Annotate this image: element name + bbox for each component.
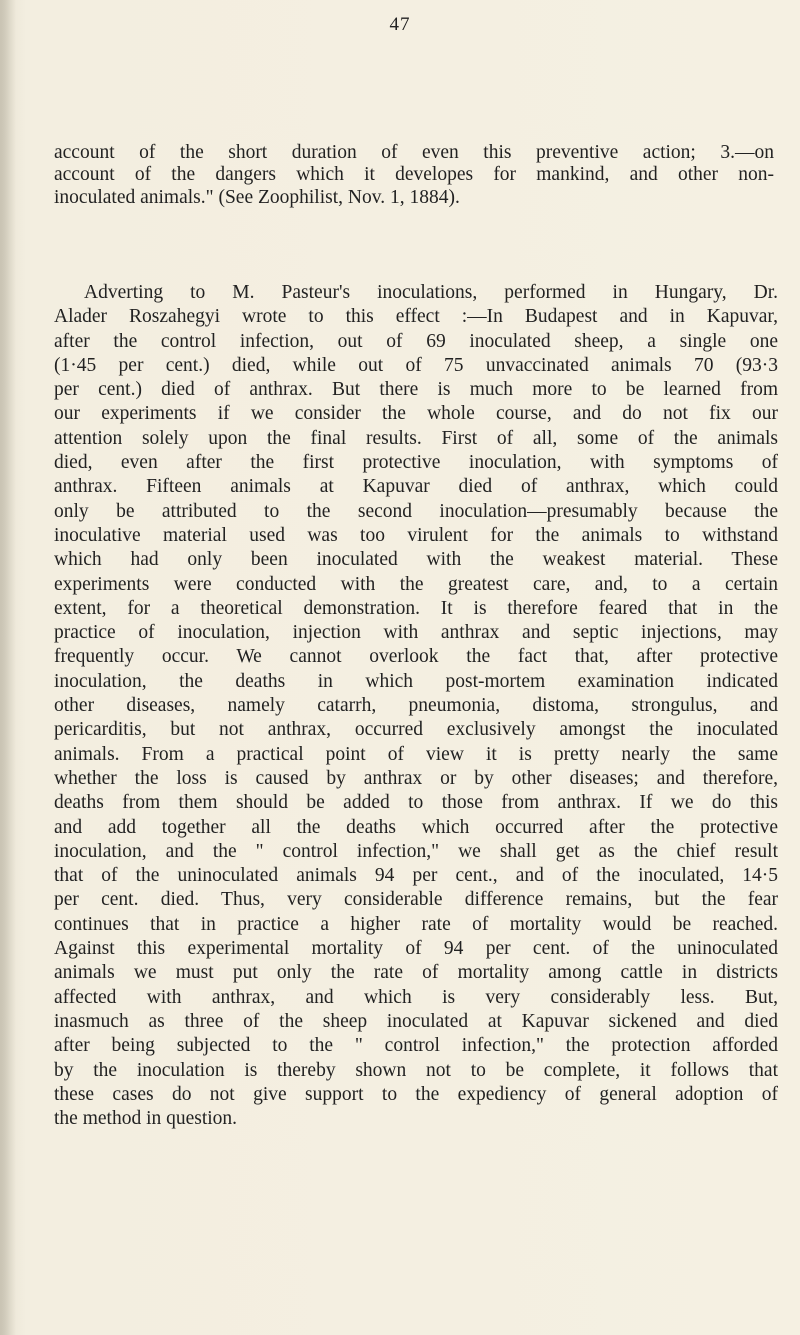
text-line: which had only been inoculated with the weakest material. These [54,549,778,571]
text-line: our experiments if we consider the whole course, and do not fix our [54,403,778,425]
text-line: died, even after the first protective inoculation, with symptoms of [54,452,778,474]
text-line: continues that in practice a higher rate of mortality would be reached. [54,913,778,935]
text-line: other diseases, namely catarrh, pneumonia, distoma, strongulus, and [54,695,778,717]
text-line: Adverting to M. Pasteur's inoculations, performed in Hungary, Dr. [84,282,778,303]
text-line: anthrax. Fifteen animals at Kapuvar died of anthrax, which could [54,476,778,498]
text-line: animals we must put only the rate of mortality among cattle in districts [54,962,778,984]
text-line: inoculation, the deaths in which post-mortem examination indicated [54,670,778,692]
text-line: extent, for a theoretical demonstration. It is therefore feared that in the [54,597,778,619]
text-line: inoculated animals." (See Zoophilist, Nov. 1, 1884). [54,186,460,208]
text-line: inoculation, and the " control infection," we shall get as the chief result [54,840,778,862]
text-line: frequently occur. We cannot overlook the fact that, after protective [54,646,778,668]
text-line: by the inoculation is thereby shown not to be complete, it follows that [54,1059,778,1081]
text-line: per cent. died. Thus, very considerable difference remains, but the fear [54,889,778,911]
binding-shadow [0,0,16,1335]
text-line: animals. From a practical point of view it is pretty nearly the same [54,743,778,765]
paragraph-2 [54,281,778,1131]
text-line: experiments were conducted with the greatest care, and, to a certain [54,573,778,595]
text-line: these cases do not give support to the expediency of general adoption of [54,1083,778,1105]
text-line: account of the short duration of even this preventive action; 3.—on [54,142,774,163]
text-line: pericarditis, but not anthrax, occurred exclusively amongst the inoculated [54,719,778,741]
text-line: account of the dangers which it developes for mankind, and other non- [54,164,774,186]
text-line: attention solely upon the final results. First of all, some of the animals [54,427,778,449]
text-line: that of the uninoculated animals 94 per cent., and of the inoculated, 14·5 [54,865,778,887]
text-line: after being subjected to the " control infection," the protection afforded [54,1035,778,1057]
paragraph-1 [54,142,774,209]
text-line: (1·45 per cent.) died, while out of 75 unvaccinated animals 70 (93·3 [54,354,778,376]
text-line: affected with anthrax, and which is very considerably less. But, [54,986,778,1008]
text-line: only be attributed to the second inoculation—presumably because the [54,500,778,522]
text-line: whether the loss is caused by anthrax or by other diseases; and therefore, [54,767,778,789]
text-line: practice of inoculation, injection with anthrax and septic injections, may [54,622,778,644]
text-line: the method in question. [54,1108,238,1130]
page-number: 47 [389,14,411,35]
text-line: Alader Roszahegyi wrote to this effect :—In Budapest and in Kapuvar, [54,306,778,328]
text-line: deaths from them should be added to those from anthrax. If we do this [54,792,778,814]
text-line: Against this experimental mortality of 94 per cent. of the uninoculated [54,938,778,960]
text-line: per cent.) died of anthrax. But there is much more to be learned from [54,379,778,401]
text-line: after the control infection, out of 69 inoculated sheep, a single one [54,330,778,352]
text-line: inasmuch as three of the sheep inoculated at Kapuvar sickened and died [54,1010,778,1032]
text-line: inoculative material used was too virulent for the animals to withstand [54,524,778,546]
text-line: and add together all the deaths which occurred after the protective [54,816,778,838]
